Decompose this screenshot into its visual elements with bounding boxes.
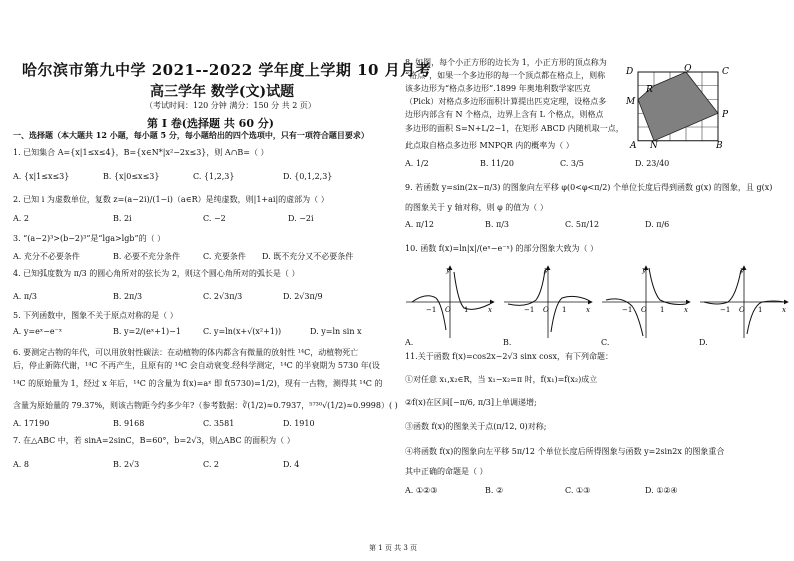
graph-b-y-label: y — [544, 266, 548, 274]
q9-stem-line1: 9. 若函数 y=sin(2x−π/3) 的图象向左平移 φ(0<φ<π/2) 个单位长度后得到函数 g(x) 的图象，且 g(x) — [405, 183, 773, 192]
q9-option-b[interactable]: B. π/3 — [485, 220, 510, 229]
q7-option-d[interactable]: D. 4 — [283, 460, 300, 469]
q2-option-a[interactable]: A. 2 — [13, 214, 29, 223]
graph-a-origin: O — [445, 306, 451, 314]
q4-option-a[interactable]: A. π/3 — [13, 292, 37, 301]
label-m: M — [626, 97, 636, 107]
q3-option-c[interactable]: C. 充要条件 — [203, 252, 246, 261]
instructions: 一、选择题（本大题共 12 小题，每小题 5 分，每小题给出的四个选项中，只有一项符合题目要求） — [13, 130, 369, 140]
graph-b-x-label: x — [586, 306, 590, 314]
q11-stem: 11.关于函数 f(x)=cos2x−2√3 sinx cosx，有下列命题： — [405, 352, 613, 361]
q7-option-a[interactable]: A. 8 — [13, 460, 29, 469]
q8-lattice-figure — [624, 62, 736, 150]
graph-c-x-label: x — [684, 306, 688, 314]
label-b: B — [716, 141, 723, 150]
q3-stem: 3. “(a−2)³>(b−2)³”是“lga>lgb”的（ ） — [13, 234, 166, 243]
q10-option-b[interactable]: B. — [503, 338, 512, 347]
q9-option-d[interactable]: D. π/6 — [645, 220, 670, 229]
q10-option-d[interactable]: D. — [699, 338, 708, 347]
q10-option-c[interactable]: C. — [601, 338, 610, 347]
exam-info: （考试时间：120 分钟 满分：150 分 共 2 页） — [145, 101, 316, 110]
q7-option-c[interactable]: C. 2 — [203, 460, 220, 469]
q2-option-c[interactable]: C. −2 — [203, 214, 226, 223]
q9-option-a[interactable]: A. π/12 — [405, 220, 434, 229]
polygon-mnpqr — [638, 72, 718, 141]
label-n: N — [650, 141, 658, 150]
q2-option-b[interactable]: B. 2i — [113, 214, 132, 223]
q11-claim-4: ④将函数 f(x)的图象向左平移 5π/12 个单位长度后所得图象与函数 y=2sin2x 的图象重合 — [405, 447, 725, 456]
graph-b-tick-1: 1 — [562, 306, 567, 314]
label-q: Q — [684, 64, 692, 74]
label-a: A — [630, 141, 637, 150]
graph-b-tick-neg1: −1 — [524, 306, 535, 314]
q3-option-a[interactable]: A. 充分不必要条件 — [13, 252, 80, 261]
q6-option-b[interactable]: B. 9168 — [113, 419, 145, 428]
q1-option-d[interactable]: D. {0,1,2,3} — [283, 172, 333, 181]
q7-option-b[interactable]: B. 2√3 — [113, 460, 140, 469]
q6-stem-line3: ¹⁴C 的原始量为 1，经过 x 年后，¹⁴C 的含量为 f(x)=aˣ 即 f(5730)=1/2)，现有一古物，测得其 ¹⁴C 的 — [13, 379, 383, 388]
q8-option-d[interactable]: D. 23/40 — [635, 159, 670, 168]
graph-a-y-label: y — [446, 266, 450, 274]
q9-option-c[interactable]: C. 5π/12 — [565, 220, 600, 229]
q10-stem: 10. 函数 f(x)=ln|x|/(eˣ−e⁻ˣ) 的部分图象大致为（ ） — [405, 244, 599, 253]
graph-d-tick-neg1: −1 — [720, 306, 731, 314]
graph-panel-a — [406, 266, 494, 338]
q8-stem-line3: 该多边形为“格点多边形”.1899 年奥地利数学家匹克 — [405, 84, 591, 93]
q10-graphs — [402, 262, 792, 342]
q8-stem-line4: （Pick）对格点多边形面积计算提出匹克定理，设格点多 — [405, 97, 607, 106]
q1-option-b[interactable]: B. {x|0≤x≤3} — [103, 172, 160, 181]
graph-c-origin: O — [641, 306, 647, 314]
q4-option-c[interactable]: C. 2√3π/3 — [203, 292, 243, 301]
graph-d-tick-1: 1 — [758, 306, 763, 314]
graph-c-y-label: y — [642, 266, 646, 274]
label-r: R — [646, 85, 653, 95]
q1-option-c[interactable]: C. {1,2,3} — [193, 172, 235, 181]
q6-option-d[interactable]: D. 1910 — [283, 419, 315, 428]
q9-stem-line2: 的图象关于 y 轴对称，则 φ 的值为（ ） — [405, 203, 548, 212]
q11-option-c[interactable]: C. ①③ — [565, 486, 591, 495]
graph-a-tick-1: 1 — [464, 306, 469, 314]
q8-option-c[interactable]: C. 3/5 — [560, 159, 584, 168]
graph-d-origin: O — [739, 306, 745, 314]
q8-stem-line7: 此点取自格点多边形 MNPQR 内的概率为（ ） — [405, 141, 574, 150]
graph-c-tick-neg1: −1 — [622, 306, 633, 314]
q5-stem: 5. 下列函数中，图象不关于原点对称的是（ ） — [13, 311, 178, 320]
q5-option-d[interactable]: D. y=ln sin x — [310, 327, 362, 336]
graph-a-x-label: x — [488, 306, 492, 314]
graph-d-x-label: x — [782, 306, 786, 314]
q8-option-a[interactable]: A. 1/2 — [405, 159, 429, 168]
section-title: 第 Ⅰ 卷(选择题 共 60 分) — [147, 117, 275, 130]
q4-option-d[interactable]: D. 2√3π/9 — [283, 292, 323, 301]
q8-stem-line6: 多边形的面积 S=N+L/2−1，在矩形 ABCD 内随机取一点， — [405, 124, 624, 133]
q8-stem-line5: 边形内部含有 N 个格点，边界上含有 L 个格点，则格点 — [405, 110, 604, 119]
q1-stem: 1. 已知集合 A={x|1≤x≤4}，B={x∈N*|x²−2x≤3}，则 A∩B=（ ） — [13, 148, 269, 157]
q5-option-c[interactable]: C. y=ln(x+√(x²+1)) — [203, 327, 282, 336]
graph-panel-b — [504, 266, 592, 338]
label-p: P — [722, 110, 729, 120]
q8-option-b[interactable]: B. 11/20 — [480, 159, 515, 168]
q8-stem-line2: “格点”，如果一个多边形的每一个顶点都在格点上，则称 — [405, 71, 606, 80]
label-c: C — [722, 67, 729, 77]
q11-option-a[interactable]: A. ①②③ — [405, 486, 438, 495]
q6-stem-line4: 含量为原始量的 79.37%，则该古物距今约多少年?（参考数据：∛(1/2)≈0.7937，⁵⁷³⁰√(1/2)≈0.9998）( ) — [13, 401, 398, 410]
q11-claim-1: ①对任意 x₁,x₂∈R，当 x₁−x₂=π 时，f(x₁)=f(x₂)成立 — [405, 375, 598, 384]
q11-option-d[interactable]: D. ①②④ — [645, 486, 678, 495]
q11-option-b[interactable]: B. ② — [485, 486, 504, 495]
q2-option-d[interactable]: D. −2i — [288, 214, 314, 223]
q4-stem: 4. 已知弧度数为 π/3 的圆心角所对的弦长为 2，则这个圆心角所对的弧长是（ ） — [13, 269, 300, 278]
q10-option-a[interactable]: A. — [405, 338, 414, 347]
graph-c-tick-1: 1 — [660, 306, 665, 314]
q6-option-c[interactable]: C. 3581 — [203, 419, 235, 428]
q5-option-a[interactable]: A. y=eˣ−e⁻ˣ — [13, 327, 63, 336]
page-footer: 第 1 页 共 3 页 — [369, 544, 418, 552]
q7-stem: 7. 在△ABC 中，若 sinA=2sinC，B=60°，b=2√3，则△ABC 的面积为（ ） — [13, 436, 295, 445]
q3-option-d[interactable]: D. 既不充分又不必要条件 — [262, 252, 354, 261]
q3-option-b[interactable]: B. 必要不充分条件 — [113, 252, 180, 261]
label-d: D — [626, 67, 634, 77]
graph-d-y-label: y — [740, 266, 744, 274]
q6-stem-line1: 6. 要测定古物的年代，可以用放射性碳法：在动植物的体内都含有微量的放射性 ¹⁴C，动植物死亡 — [13, 348, 359, 357]
graph-panel-d — [700, 266, 788, 338]
q2-stem: 2. 已知 i 为虚数单位，复数 z=(a−2i)/(1−i)（a∈R）是纯虚数，则|1+ai|的虚部为（ ） — [13, 195, 329, 204]
graph-panel-c — [602, 266, 690, 338]
q1-option-a[interactable]: A. {x|1≤x≤3} — [13, 172, 70, 181]
q5-option-b[interactable]: B. y=2/(eˣ+1)−1 — [113, 327, 181, 336]
graph-b-origin: O — [543, 306, 549, 314]
exam-subtitle: 高三学年 数学(文)试题 — [150, 84, 295, 100]
graph-a-tick-neg1: −1 — [426, 306, 437, 314]
q4-option-b[interactable]: B. 2π/3 — [113, 292, 143, 301]
q8-stem-line1: 8. 如图，每个小正方形的边长为 1，小正方形的顶点称为 — [405, 58, 607, 67]
q11-claim-2: ②f(x)在区间[−π/6, π/3]上单调递增; — [405, 398, 537, 407]
q11-ask: 其中正确的命题是（ ） — [405, 467, 488, 476]
q6-option-a[interactable]: A. 17190 — [13, 419, 50, 428]
q6-stem-line2: 后，停止新陈代谢，¹⁴C 不再产生，且原有的 ¹⁴C 会自动衰变.经科学测定，¹⁴C 的半衰期为 5730 年(设 — [13, 361, 380, 370]
exam-title: 哈尔滨市第九中学 2021--2022 学年度上学期 10 月月考 — [22, 61, 432, 79]
q11-claim-3: ③函数 f(x)的图象关于点(π/12, 0)对称; — [405, 422, 547, 431]
